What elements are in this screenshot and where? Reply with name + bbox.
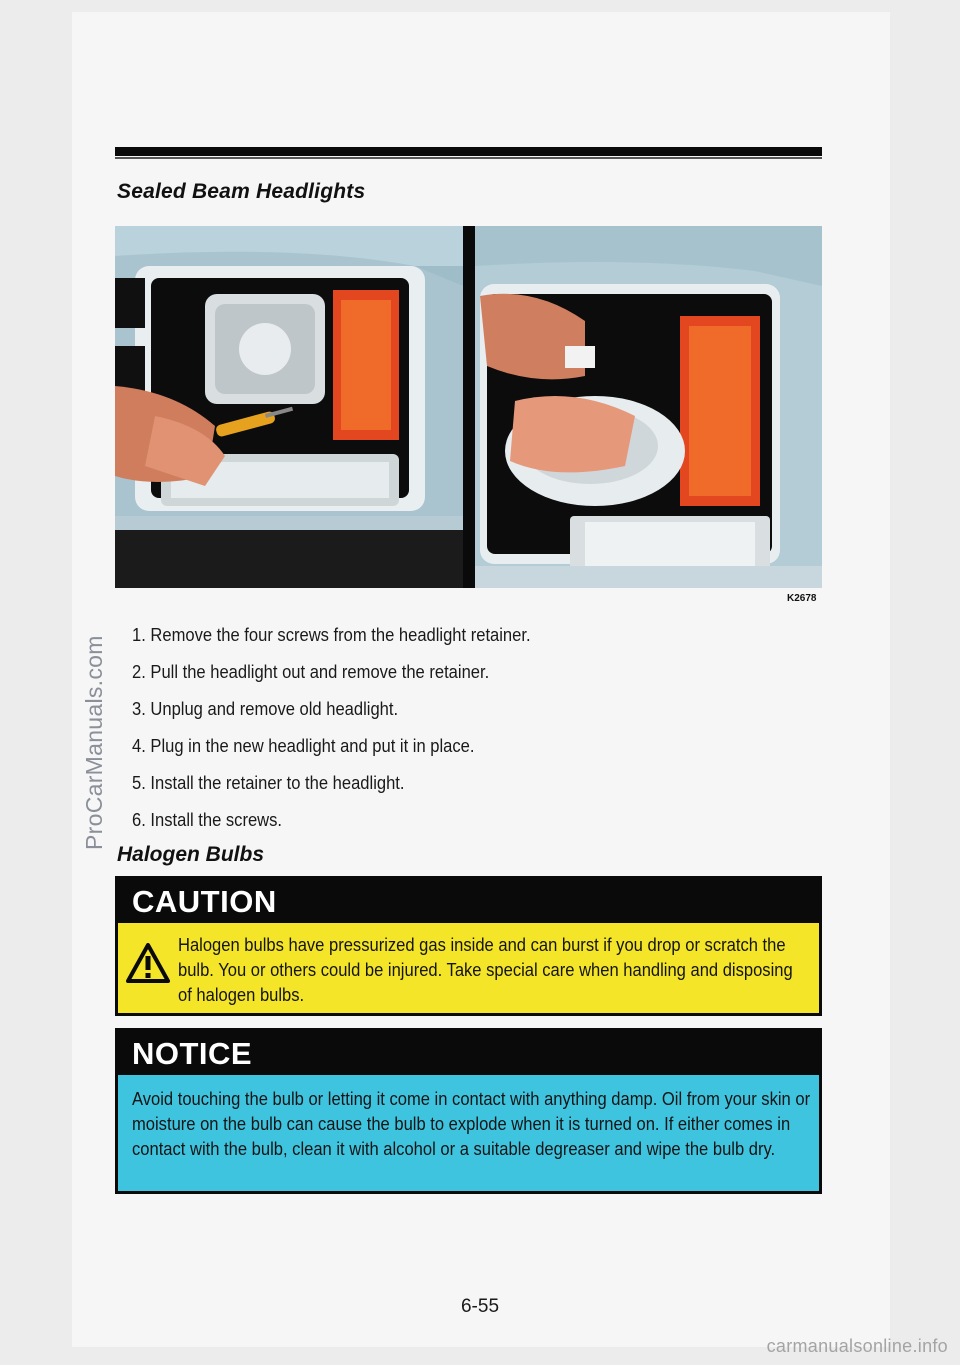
step-item: 2. Pull the headlight out and remove the retainer. [132,662,490,682]
step-item: 3. Unplug and remove old headlight. [132,699,399,719]
step-item: 4. Plug in the new headlight and put it in place. [132,736,475,756]
page-number: 6-55 [460,1296,500,1317]
section-rule-thin [115,157,822,159]
caution-text: Halogen bulbs have pressurized gas inside and can burst if you drop or scratch the bulb. You or others could be injured. Take special care when handling and disposing of halogen bulbs. [178,935,793,1005]
bottom-watermark: carmanualsonline.info [766,1336,948,1356]
steps-list [132,618,565,840]
figure-code: K2678 [787,593,817,604]
section-rule [115,147,822,156]
notice-text: Avoid touching the bulb or letting it come in contact with anything damp. Oil from your skin or moisture on the bulb can cause the bulb to explode when it is turned on. If either comes in contact with the bulb, clean it with alcohol or a suitable degreaser and wipe the bulb dry. [132,1089,811,1159]
photo-panel-pull-headlight [475,226,822,588]
subsection-title: Halogen Bulbs [117,843,265,866]
photo-panel-remove-screws [115,226,463,588]
step-item: 1. Remove the four screws from the headlight retainer. [132,625,531,645]
caution-box [115,876,822,1016]
side-watermark: ProCarManuals.com [81,635,107,850]
step-item: 6. Install the screws. [132,810,283,830]
notice-box [115,1028,822,1194]
step-item: 5. Install the retainer to the headlight. [132,773,405,793]
warning-triangle-icon [126,943,170,983]
notice-heading: NOTICE [118,1031,819,1075]
headlight-photo [115,226,822,588]
caution-heading: CAUTION [118,879,819,923]
section-title: Sealed Beam Headlights [117,180,366,203]
